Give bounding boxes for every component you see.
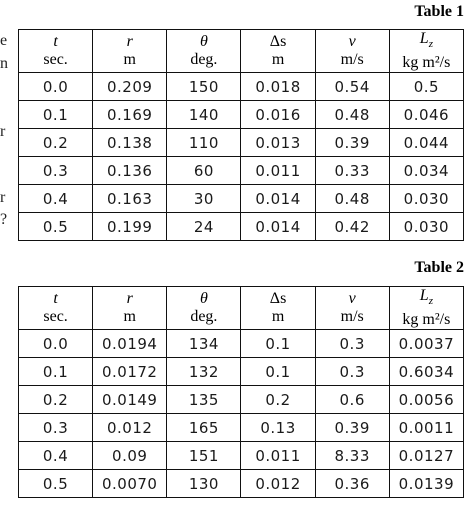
header-symbol: $L_z$ — [419, 287, 433, 308]
edge-fragment: e — [0, 32, 8, 49]
table-cell: 0.2 — [19, 129, 93, 157]
table-cell: 0.016 — [241, 101, 315, 129]
header-unit: m — [123, 51, 136, 68]
table-header-row — [19, 287, 464, 330]
header-lz — [389, 287, 463, 330]
table-cell: 0.199 — [93, 213, 167, 241]
table-cell: 135 — [167, 386, 241, 414]
table-1-body — [19, 73, 464, 241]
table-row — [19, 330, 464, 358]
table-cell: 8.33 — [315, 442, 389, 470]
table-row — [19, 213, 464, 241]
header-symbol: r — [126, 33, 133, 50]
table-cell: 0.2 — [19, 386, 93, 414]
table-cell: 0.3 — [315, 358, 389, 386]
table-row — [19, 358, 464, 386]
table-cell: 0.0 — [19, 330, 93, 358]
header-r — [93, 30, 167, 73]
table-cell: 0.0127 — [389, 442, 463, 470]
edge-fragment: r — [0, 123, 6, 140]
table-cell: 0.13 — [241, 414, 315, 442]
header-t — [19, 30, 93, 73]
header-delta-s — [241, 30, 315, 73]
table-cell: 0.1 — [19, 358, 93, 386]
header-theta — [167, 30, 241, 73]
header-v — [315, 287, 389, 330]
table-cell: 0.6 — [315, 386, 389, 414]
table-cell: 0.48 — [315, 185, 389, 213]
header-symbol: θ — [199, 33, 208, 50]
table-cell: 0.0070 — [93, 470, 167, 498]
header-unit: m — [123, 308, 136, 325]
header-unit: m — [271, 308, 285, 325]
table-2 — [18, 286, 464, 498]
table-cell: 0.1 — [241, 330, 315, 358]
header-unit: m/s — [340, 51, 364, 68]
header-unit: sec. — [43, 308, 68, 325]
table-row — [19, 386, 464, 414]
table-cell: 0.3 — [19, 414, 93, 442]
table-cell: 0.0139 — [389, 470, 463, 498]
table-cell: 0.044 — [389, 129, 463, 157]
table-cell: 0.54 — [315, 73, 389, 101]
table-cell: 0.0149 — [93, 386, 167, 414]
header-unit: deg. — [190, 51, 218, 68]
table-row — [19, 414, 464, 442]
table-cell: 24 — [167, 213, 241, 241]
table-row — [19, 185, 464, 213]
table-row — [19, 470, 464, 498]
table-cell: 0.42 — [315, 213, 389, 241]
table-cell: 0.018 — [241, 73, 315, 101]
table-cell: 60 — [167, 157, 241, 185]
table-cell: 0.169 — [93, 101, 167, 129]
header-t — [19, 287, 93, 330]
table-1-caption: Table 1 — [414, 3, 464, 20]
header-symbol: Δs — [269, 33, 287, 50]
table-cell: 0.6034 — [389, 358, 463, 386]
header-unit: m/s — [340, 308, 364, 325]
table-row — [19, 157, 464, 185]
table-cell: 0.046 — [389, 101, 463, 129]
table-cell: 0.4 — [19, 185, 93, 213]
header-symbol: v — [348, 290, 356, 307]
table-cell: 0.030 — [389, 213, 463, 241]
table-cell: 0.136 — [93, 157, 167, 185]
table-cell: 132 — [167, 358, 241, 386]
table-cell: 0.1 — [241, 358, 315, 386]
header-symbol: t — [53, 33, 58, 50]
header-symbol: r — [126, 290, 133, 307]
table-cell: 134 — [167, 330, 241, 358]
header-symbol: $L_z$ — [419, 30, 433, 51]
table-cell: 0.013 — [241, 129, 315, 157]
table-cell: 0.5 — [19, 470, 93, 498]
table-cell: 0.0037 — [389, 330, 463, 358]
header-unit: kg m²/s — [402, 53, 451, 71]
table-cell: 0.33 — [315, 157, 389, 185]
table-cell: 0.09 — [93, 442, 167, 470]
header-delta-s — [241, 287, 315, 330]
header-theta — [167, 287, 241, 330]
header-unit: kg m²/s — [402, 310, 451, 328]
table-cell: 0.5 — [389, 73, 463, 101]
table-cell: 0.034 — [389, 157, 463, 185]
table-cell: 110 — [167, 129, 241, 157]
table-cell: 0.1 — [19, 101, 93, 129]
table-cell: 0.014 — [241, 213, 315, 241]
table-cell: 0.0172 — [93, 358, 167, 386]
table-cell: 30 — [167, 185, 241, 213]
table-cell: 0.209 — [93, 73, 167, 101]
table-cell: 150 — [167, 73, 241, 101]
table-cell: 151 — [167, 442, 241, 470]
header-unit: sec. — [43, 51, 68, 68]
table-cell: 0.3 — [315, 330, 389, 358]
table-2-caption: Table 2 — [414, 259, 464, 276]
table-cell: 0.012 — [241, 470, 315, 498]
table-cell: 0.39 — [315, 129, 389, 157]
header-r — [93, 287, 167, 330]
header-unit: m — [271, 51, 285, 68]
header-v — [315, 30, 389, 73]
table-row — [19, 129, 464, 157]
table-cell: 130 — [167, 470, 241, 498]
table-cell: 0.0056 — [389, 386, 463, 414]
table-cell: 0.0 — [19, 73, 93, 101]
edge-fragment: r — [0, 189, 6, 206]
table-cell: 0.36 — [315, 470, 389, 498]
table-cell: 0.39 — [315, 414, 389, 442]
table-row — [19, 101, 464, 129]
table-cell: 140 — [167, 101, 241, 129]
table-cell: 0.2 — [241, 386, 315, 414]
table-2-body — [19, 330, 464, 498]
table-row — [19, 73, 464, 101]
table-cell: 0.163 — [93, 185, 167, 213]
header-symbol: θ — [199, 290, 208, 307]
header-lz — [389, 30, 463, 73]
table-cell: 0.0194 — [93, 330, 167, 358]
edge-fragment: ? — [0, 211, 8, 228]
header-symbol: v — [348, 33, 356, 50]
table-cell: 0.138 — [93, 129, 167, 157]
header-unit: deg. — [190, 308, 218, 325]
table-cell: 0.030 — [389, 185, 463, 213]
table-cell: 0.012 — [93, 414, 167, 442]
table-cell: 0.011 — [241, 442, 315, 470]
table-cell: 0.011 — [241, 157, 315, 185]
table-cell: 0.0011 — [389, 414, 463, 442]
table-cell: 165 — [167, 414, 241, 442]
table-header-row — [19, 30, 464, 73]
table-row — [19, 442, 464, 470]
table-cell: 0.48 — [315, 101, 389, 129]
edge-fragment: n — [0, 55, 8, 72]
table-cell: 0.014 — [241, 185, 315, 213]
header-symbol: Δs — [269, 290, 287, 307]
table-cell: 0.5 — [19, 213, 93, 241]
table-1 — [18, 29, 464, 241]
table-cell: 0.4 — [19, 442, 93, 470]
header-symbol: t — [53, 290, 58, 307]
table-cell: 0.3 — [19, 157, 93, 185]
